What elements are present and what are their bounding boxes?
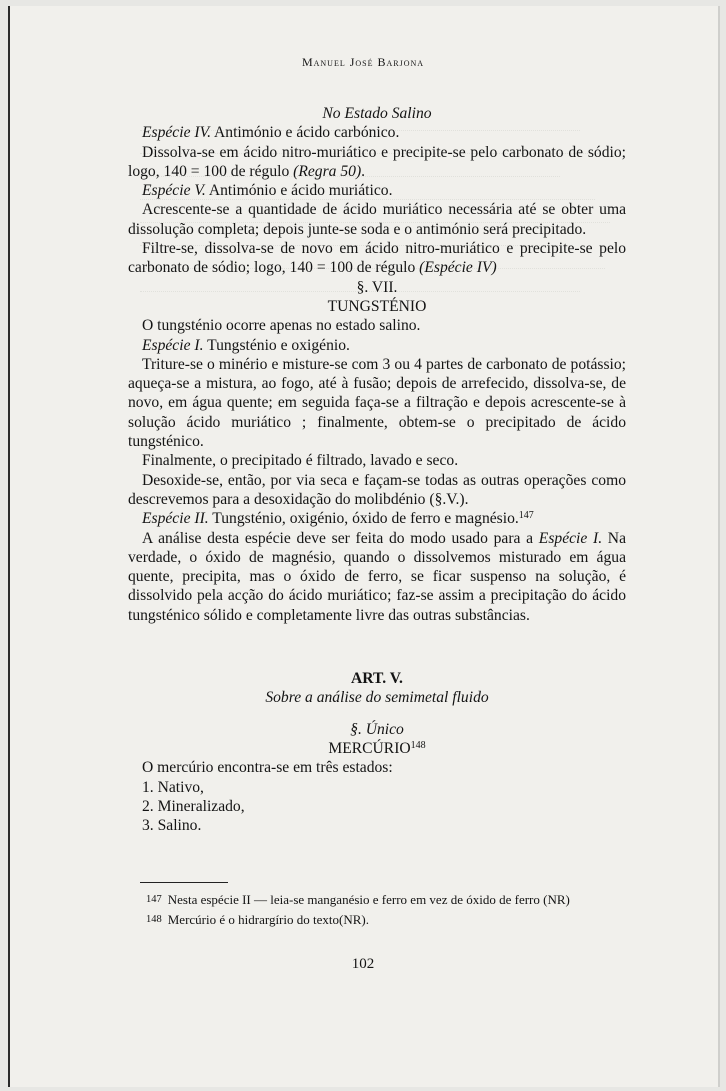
paragraph: Espécie IV. Antimónio e ácido carbónico. <box>142 124 400 142</box>
section-number: §. VII. <box>356 278 398 296</box>
footnote-marker: 148 <box>410 739 426 751</box>
list-item: 2. Mineralizado, <box>142 797 245 815</box>
footnotes <box>146 890 636 930</box>
paragraph: A análise desta espécie deve ser feita do modo usado para a Espécie I. Na verdade, o óxido de magnésio, quando o dissolvemos misturado em água quente, precipita, mas o óxido de ferro, se ficar suspenso na solução, é dissolvido pela acção do ácido muriático; faz-se assim a precipitação do ácido tungsténico sólido e completamente livre das outras substâncias. <box>128 529 626 624</box>
footnote: 147 Nesta espécie II — leia-se manganésio e ferro em vez de óxido de ferro (NR) <box>146 892 570 907</box>
list-item: 3. Salino. <box>142 817 202 835</box>
paragraph: Triture-se o minério e misture-se com 3 ou 4 partes de carbonato de potássio; aqueça-se a mistura, ao fogo, até à fusão; depois de arrefecido, dissolva-se, de novo, em água quente; em seguida faça-se a filtração e depois acrescente-se à solução ácido muriático ; finalmente, obtem-se o precipitado de ácido tungsténico. <box>128 355 626 451</box>
section-title: MERCÚRIO$^{148}$ <box>328 739 426 757</box>
running-header: Manuel José Barjona <box>301 55 425 69</box>
paragraph: O mercúrio encontra-se em três estados: <box>142 759 393 777</box>
footnote-divider <box>140 882 228 883</box>
paragraph: Finalmente, o precipitado é filtrado, lavado e seco. <box>142 452 459 470</box>
footnote-marker: 147 <box>518 510 534 522</box>
paragraph: Filtre-se, dissolva-se de novo em ácido nitro-muriático e precipite-se pelo carbonato de sódio; logo, 140 = 100 de régulo (Espécie IV) <box>128 240 626 277</box>
paragraph: Espécie V. Antimónio e ácido muriático. <box>142 182 393 200</box>
paragraph: Espécie I. Tungsténio e oxigénio. <box>142 336 350 354</box>
list-item: 1. Nativo, <box>142 778 204 796</box>
article-heading: ART. V. <box>351 670 403 688</box>
page-body <box>128 104 626 835</box>
article-subtitle: Sobre a análise do semimetal fluido <box>265 689 489 707</box>
paragraph: Dissolva-se em ácido nitro-muriático e precipite-se pelo carbonato de sódio; logo, 140 = 100 de régulo (Regra 50). <box>128 143 626 180</box>
paragraph: O tungsténio ocorre apenas no estado salino. <box>142 317 421 335</box>
page-number: 102 <box>351 956 375 972</box>
paragraph: Espécie II. Tungsténio, oxigénio, óxido de ferro e magnésio.$^{147}$ <box>142 510 534 528</box>
paragraph: Acrescente-se a quantidade de ácido muriático necessária até se obter uma dissolução completa; depois junte-se soda e o antimónio será precipitado. <box>128 201 626 238</box>
section-number: §. Único <box>350 720 404 738</box>
footnote: 148 Mercúrio é o hidrargírio do texto(NR). <box>146 912 369 927</box>
section-title: TUNGSTÉNIO <box>327 297 427 315</box>
section-subtitle: No Estado Salino <box>322 105 432 122</box>
paragraph: Desoxide-se, então, por via seca e façam-se todas as outras operações como descrevemos para a desoxidação do molibdénio (§.V.). <box>128 471 626 508</box>
